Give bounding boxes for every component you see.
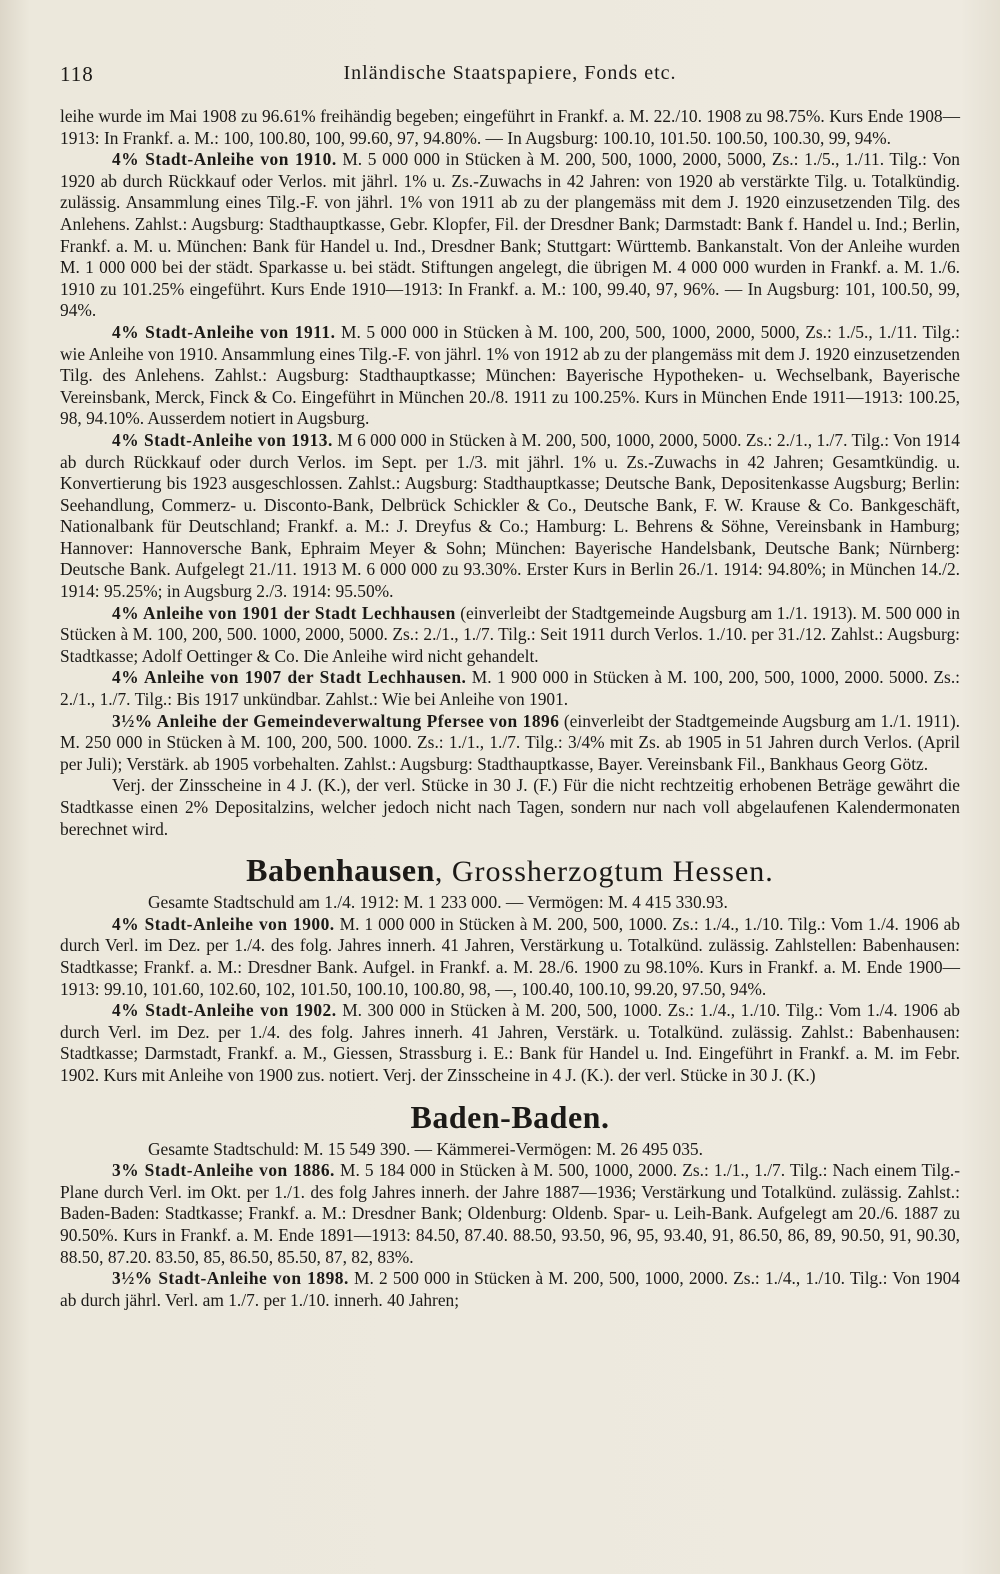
paragraph-anleihe-1913 [60, 430, 960, 603]
paragraph-lead: 4% Stadt-Anleihe von 1900. [112, 913, 335, 934]
running-title: Inländische Staatspapiere, Fonds etc. [343, 62, 677, 84]
paragraph-text: M 6 000 000 in Stücken à M. 200, 500, 1000, 2000, 5000. Zs.: 2./1., 1./7. Tilg.: Von 1914 ab durch Rückkauf oder durch Verlos. im Sept. per 1./3. mit jährl. 1% u. Zs.-Zuwachs in 42 Jahren; Gesamtkündig. u. Konvertierung bis 1923 ausgeschlossen. Zahlst.: Augsburg: Stadthauptkasse; Deutsche Bank, Depositenkasse Augsburg; Berlin: Seehandlung, Commerz- u. Disconto-Bank, Delbrück Schickler & Co., Deutsche Bank, F. W. Krause & Co. Bankgeschäft, Nationalbank für Deutschland; Frankf. a. M.: J. Dreyfus & Co.; Hamburg: L. Behrens & Söhne, Vereinsbank in Hamburg; Hannover: Hannoversche Bank, Ephraim Meyer & Sohn; München: Bayerische Handelsbank, Deutsche Bank; Nürnberg: Deutsche Bank. Aufgelegt 21./11. 1913 M. 6 000 000 zu 93.30%. Erster Kurs in Berlin 26./1. 1914: 94.80%; in München 14./2. 1914: 95.25%; in Augsburg 2./3. 1914: 95.50%. [60, 429, 960, 602]
paragraph-lead: 4% Stadt-Anleihe von 1913. [112, 429, 333, 450]
city-name: Babenhausen [246, 852, 435, 889]
city-name: Baden-Baden. [410, 1098, 610, 1135]
paragraph-verjaehrung: Verj. der Zinsscheine in 4 J. (K.), der verl. Stücke in 30 J. (F.) Für die nicht rechtzeitig erhobenen Beträge gewährt die Stadtkasse einen 2% Depositalzins, welcher jedoch nicht nach Tagen, sondern nur nach voll abgelaufenen Kalendermonaten berechnet wird. [60, 775, 960, 839]
paragraph-text: M. 2 500 000 in Stücken à M. 200, 500, 1000, 2000. Zs.: 1./4., 1./10. Tilg.: Von 1904 ab durch jährl. Verl. am 1./7. per 1./10. innerh. 40 Jahren; [60, 1268, 960, 1310]
paragraph-text: M. 1 900 000 in Stücken à M. 100, 200, 500, 1000, 2000. 5000. Zs.: 2./1., 1./7. Tilg.: Bis 1917 unkündbar. Zahlst.: Wie bei Anleihe von 1901. [60, 667, 961, 710]
paragraph-lead: 3% Stadt-Anleihe von 1886. [112, 1160, 335, 1181]
paragraph-text: (einverleibt der Stadtgemeinde Augsburg am 1./1. 1911). M. 250 000 in Stücken à M. 100, 200, 500. 1000. Zs.: 1./1., 1./7. Tilg.: 3/4% mit Zs. ab 1905 in 51 Jahren durch Verlos. (April per Juli); Verstärk. ab 1905 vorbehalten. Zahlst.: Augsburg: Stadthauptkasse, Bayer. Vereinsbank Fil., Bankhaus Georg Götz. [60, 710, 960, 774]
paragraph-pfersee-1896 [60, 711, 960, 776]
city-debt-summary: Gesamte Stadtschuld: M. 15 549 390. — Kämmerei-Vermögen: M. 26 495 035. [148, 1138, 703, 1159]
paragraph-lead: 4% Anleihe von 1907 der Stadt Lechhausen. [112, 667, 467, 688]
paragraph-anleihe-1910 [60, 149, 960, 322]
paragraph-lechhausen-1907 [60, 667, 960, 710]
paragraph-text: M. 1 000 000 in Stücken à M. 200, 500, 1000. Zs.: 1./4., 1./10. Tilg.: Vom 1./4. 1906 ab durch Verl. im Dez. per 1./4. des folg. Jahres innerh. 41 Jahren, Verstärkung u. Totalkünd. zulässig. Zahlstellen: Babenhausen: Stadtkasse; Frankf. a. M.: Dresdner Bank. Aufgel. in Frankf. a. M. 28./6. 1900 zu 98.10%. Kurs in Frankf. a. M. Ende 1900—1913: 99.10, 101.60, 102.60, 102, 101.50, 100.10, 100.80, 98, —, 100.40, 100.10, 99.20, 97.50, 94%. [60, 913, 960, 999]
paragraph-lead: 4% Anleihe von 1901 der Stadt Lechhausen [112, 602, 456, 623]
section-heading-baden-baden [60, 1099, 960, 1137]
page-number: 118 [60, 62, 94, 86]
paragraph-lead: 4% Stadt-Anleihe von 1902. [112, 1000, 337, 1021]
paragraph-lead: 3½% Stadt-Anleihe von 1898. [112, 1268, 349, 1289]
city-debt-summary: Gesamte Stadtschuld am 1./4. 1912: M. 1 233 000. — Vermögen: M. 4 415 330.93. [148, 892, 728, 913]
paragraph-lead: 3½% Anleihe der Gemeindeverwaltung Pfersee von 1896 [112, 710, 560, 731]
paragraph-text: M. 5 184 000 in Stücken à M. 500, 1000, 2000. Zs.: 1./1., 1./7. Tilg.: Nach einem Tilg.-Plane durch Verl. im Okt. per 1./1. des folg Jahres innerh. der Jahre 1887—1936; Verstärkung und Totalkünd. zulässig. Zahlst.: Baden-Baden: Stadtkasse; Frankf. a. M.: Dresdner Bank; Oldenburg: Oldenb. Spar- u. Leih-Bank. Aufgelegt am 20./6. 1887 zu 90.50%. Kurs in Frankf. a. M. Ende 1891—1913: 84.50, 87.40. 88.50, 93.50, 96, 95, 93.40, 91, 86.50, 86, 89, 90.50, 91, 90.30, 88.50, 87.20. 83.50, 85, 86.50, 85.50, 87, 82, 83%. [60, 1160, 960, 1267]
paragraph-babenhausen-1902 [60, 1000, 960, 1086]
city-suffix: , Grossherzogtum Hessen. [434, 855, 774, 889]
paragraph-text: (einverleibt der Stadtgemeinde Augsburg am 1./1. 1913). M. 500 000 in Stücken à M. 100, 200, 500. 1000, 2000, 5000. Zs.: 2./1., 1./7. Tilg.: Seit 1911 durch Verlos. 1./10. per 31./12. Zahlst.: Augsburg: Stadtkasse; Adolf Oettinger & Co. Die Anleihe wird nicht gehandelt. [60, 602, 960, 666]
paragraph-anleihe-1911 [60, 322, 960, 430]
page-header [60, 52, 960, 86]
paragraph-text: M. 5 000 000 in Stücken à M. 100, 200, 500, 1000, 2000, 5000, Zs.: 1./5., 1./11. Tilg.: wie Anleihe von 1910. Ansammlung eines Tilg.-F. von jährl. 1% von 1912 ab zu der plangemäss mit dem J. 1920 einzusetzenden Tilg. des Anlehens. Zahlst.: Augsburg: Stadthauptkasse; München: Bayerische Hypotheken- u. Wechselbank, Bayerische Vereinsbank, Merck, Finck & Co. Eingeführt in München 20./8. 1911 zu 100.25%. Kurs in München Ende 1911—1913: 100.25, 98, 94.10%. Ausserdem notiert in Augsburg. [60, 321, 960, 429]
paragraph-text: M. 5 000 000 in Stücken à M. 200, 500, 1000, 2000, 5000, Zs.: 1./5., 1./11. Tilg.: Von 1920 ab durch Rückkauf oder Verlos. mit jährl. 1% u. Zs.-Zuwachs in 42 Jahren: von 1920 ab verstärkte Tilg. u. Totalkündig. zulässig. Ansammlung eines Tilg.-F. von jährl. 1% von 1911 ab zu der plangemäss mit dem J. 1920 einzusetzenden Tilg. des Anlehens. Zahlst.: Augsburg: Stadthauptkasse, Gebr. Klopfer, Fil. der Dresdner Bank; Darmstadt: Bank f. Handel u. Ind.; Berlin, Frankf. a. M. u. München: Bank für Handel u. Ind., Dresdner Bank; Stuttgart: Württemb. Bankanstalt. Von der Anleihe wurden M. 1 000 000 bei der städt. Sparkasse u. bei städt. Stiftungen angelegt, die übrigen M. 4 000 000 wurden in Frankf. a. M. 1./6. 1910 zu 101.25% eingeführt. Kurs Ende 1910—1913: In Frankf. a. M.: 100, 99.40, 97, 96%. — In Augsburg: 101, 100.50, 99, 94%. [60, 149, 960, 321]
paragraph-lead: 4% Stadt-Anleihe von 1910. [112, 149, 337, 170]
paragraph-continued: leihe wurde im Mai 1908 zu 96.61% freihändig begeben; eingeführt in Frankf. a. M. 22./10. 1908 zu 98.75%. Kurs Ende 1908—1913: In Frankf. a. M.: 100, 100.80, 100, 99.60, 97, 94.80%. — In Augsburg: 100.10, 101.50. 100.50, 100.30, 99, 94%. [60, 106, 960, 148]
section-heading-babenhausen [60, 852, 960, 890]
paragraph-lead: 4% Stadt-Anleihe von 1911. [112, 321, 336, 342]
page-body [60, 106, 960, 1311]
paragraph-baden-baden-1898 [60, 1268, 960, 1311]
paragraph-baden-baden-1886 [60, 1160, 960, 1268]
paragraph-lechhausen-1901 [60, 603, 960, 668]
paragraph-babenhausen-1900 [60, 914, 960, 1000]
paragraph-text: M. 300 000 in Stücken à M. 200, 500, 1000. Zs.: 1./4., 1./10. Tilg.: Vom 1./4. 1906 ab durch Verl. im Dez. per 1./4. des folg. Jahres innerh. 41 Jahren, Verstärk. u. Totalkünd. zulässig. Zahlst.: Babenhausen: Stadtkasse; Darmstadt, Frankf. a. M., Giessen, Strassburg i. E.: Bank für Handel u. Ind. Eingeführt in Frankf. a. M. im Febr. 1902. Kurs mit Anleihe von 1900 zus. notiert. Verj. der Zinsscheine in 4 J. (K.). der verl. Stücke in 30 J. (K.) [60, 1000, 960, 1085]
